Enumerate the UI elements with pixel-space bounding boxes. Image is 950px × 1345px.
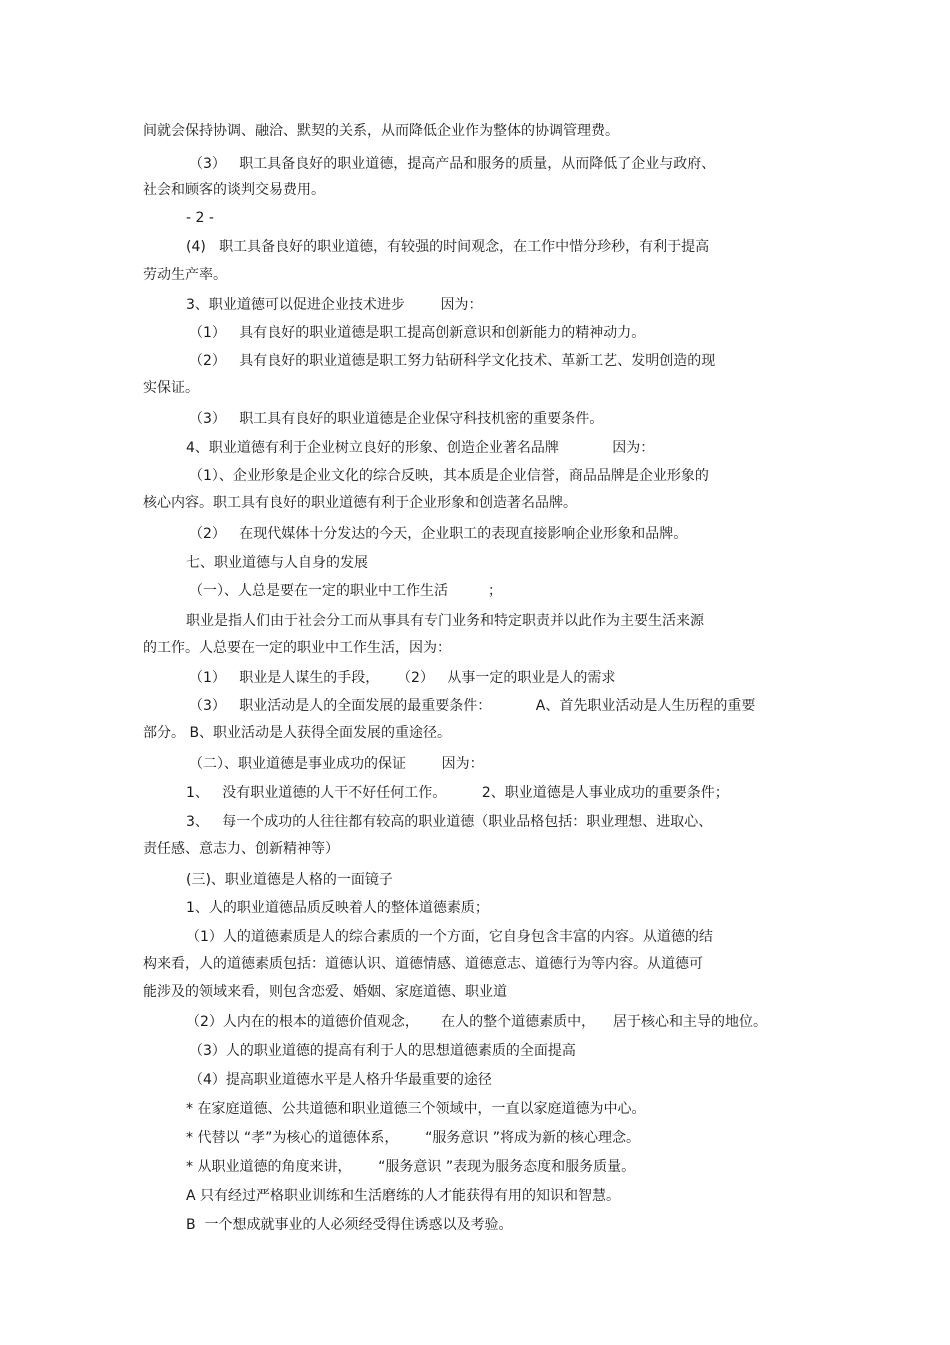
- text-line: 1、人的职业道德品质反映着人的整体道德素质；: [186, 900, 489, 916]
- text-line: （1）、企业形象是企业文化的综合反映，其本质是企业信誉，商品品牌是企业形象的: [189, 468, 709, 484]
- text-line: 劳动生产率。: [143, 267, 227, 283]
- section-heading: 七、职业道德与人自身的发展: [186, 555, 368, 571]
- text-line: （3） 职工具备良好的职业道德，提高产品和服务的质量，从而降低了企业与政府、: [189, 156, 716, 172]
- subsection-heading: （一）、人总是要在一定的职业中工作生活 ；: [189, 583, 503, 599]
- bullet-item: * 从职业道德的角度来讲， “服务意识 ”表现为服务态度和服务质量。: [186, 1159, 636, 1175]
- text-line: 责任感、意志力、创新精神等）: [143, 841, 339, 857]
- text-line: （1）人的道德素质是人的综合素质的一个方面，它自身包含丰富的内容。从道德的结: [186, 929, 713, 945]
- text-line: 实保证。: [143, 380, 199, 396]
- text-line: 职业是指人们由于社会分工而从事具有专门业务和特定职责并以此作为主要生活来源: [186, 613, 704, 629]
- text-line: 3、 每一个成功的人往往都有较高的职业道德（职业品格包括：职业理想、进取心、: [186, 814, 713, 830]
- text-line: （4）提高职业道德水平是人格升华最重要的途径: [189, 1072, 492, 1088]
- text-line: (4) 职工具备良好的职业道德，有较强的时间观念，在工作中惜分珍秒，有利于提高: [186, 239, 710, 255]
- text-line: 间就会保持协调、融洽、默契的关系，从而降低企业作为整体的协调管理费。: [143, 123, 619, 139]
- text-line: （2）人内在的根本的道德价值观念， 在人的整个道德素质中， 居于核心和主导的地位。: [186, 1014, 767, 1030]
- text-line: A 只有经过严格职业训练和生活磨练的人才能获得有用的知识和智慧。: [186, 1188, 621, 1204]
- text-line: 核心内容。职工具有良好的职业道德有利于企业形象和创造著名品牌。: [143, 495, 577, 511]
- text-line: （1） 职业是人谋生的手段， （2） 从事一定的职业是人的需求: [189, 670, 616, 686]
- text-line: 的工作。人总要在一定的职业中工作生活，因为：: [143, 640, 451, 656]
- bullet-item: * 在家庭道德、公共道德和职业道德三个领域中，一直以家庭道德为中心。: [186, 1101, 646, 1117]
- bullet-item: * 代替以 “孝”为核心的道德体系， “服务意识 ”将成为新的核心理念。: [186, 1130, 641, 1146]
- subsection-heading: （二）、职业道德是事业成功的保证 因为：: [189, 756, 484, 772]
- text-line: 能涉及的领域来看，则包含恋爱、婚姻、家庭道德、职业道: [143, 984, 507, 1000]
- text-line: （3）人的职业道德的提高有利于人的思想道德素质的全面提高: [189, 1043, 576, 1059]
- section-heading: 3、职业道德可以促进企业技术进步 因为：: [186, 297, 483, 313]
- text-line: 社会和顾客的谈判交易费用。: [143, 182, 325, 198]
- text-line: （1） 具有良好的职业道德是职工提高创新意识和创新能力的精神动力。: [189, 325, 646, 341]
- subsection-heading: (三)、职业道德是人格的一面镜子: [186, 872, 393, 888]
- text-line: 1、 没有职业道德的人干不好任何工作。 2、职业道德是人事业成功的重要条件；: [186, 785, 729, 801]
- section-heading: 4、职业道德有利于企业树立良好的形象、创造企业著名品牌 因为：: [186, 440, 655, 456]
- text-line: B 一个想成就事业的人必须经受得住诱惑以及考验。: [186, 1217, 513, 1233]
- text-line: 部分。 B、职业活动是人获得全面发展的重途径。: [143, 725, 452, 741]
- text-line: （3） 职工具有良好的职业道德是企业保守科技机密的重要条件。: [189, 411, 604, 427]
- page-number: - 2 -: [186, 210, 214, 226]
- text-line: 构来看，人的道德素质包括：道德认识、道德情感、道德意志、道德行为等内容。从道德可: [143, 956, 703, 972]
- text-line: （2） 在现代媒体十分发达的今天，企业职工的表现直接影响企业形象和品牌。: [189, 526, 688, 542]
- text-line: （3） 职业活动是人的全面发展的最重要条件： A、首先职业活动是人生历程的重要: [189, 698, 756, 714]
- text-line: （2） 具有良好的职业道德是职工努力钻研科学文化技术、革新工艺、发明创造的现: [189, 353, 716, 369]
